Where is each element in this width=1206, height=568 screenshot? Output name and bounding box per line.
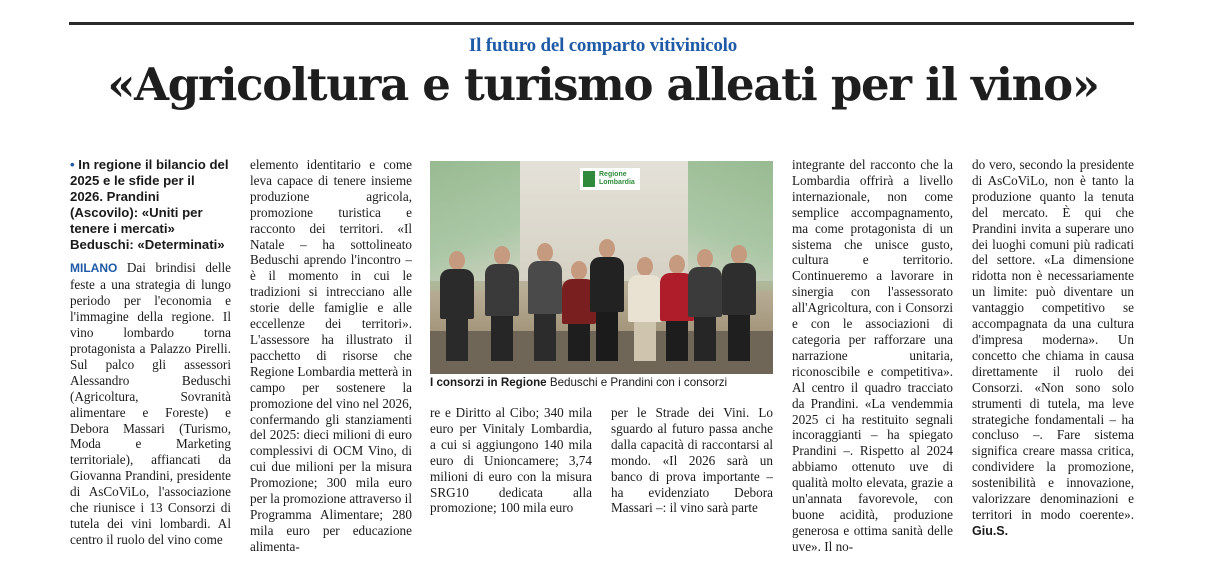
- person-head: [449, 251, 465, 270]
- person-legs: [491, 316, 513, 361]
- article-column-2: [250, 157, 412, 555]
- person-legs: [446, 319, 468, 361]
- article-photo: [430, 161, 773, 374]
- article-summary: [70, 157, 231, 252]
- person-legs: [634, 322, 656, 361]
- person-body: [688, 267, 722, 317]
- person-body: [440, 269, 474, 319]
- logo-text: Regione Lombardia: [599, 171, 635, 186]
- summary-bullet: •: [70, 157, 75, 172]
- column-5-text: integrante del racconto che la Lombardia offrirà a livello internazionale, non come semplice accompagnamento, ma come protagonista di un sistema che unisce gusto, cultura e territorio. Continueremo a lavorare in sinergia con l'assessorato all'Agricoltura, con i Consorzi e con le associazioni di categoria per rafforzare una narrazione unitaria, riconoscibile e competitiva». Al centro il quadro tracciato da Prandini. «La vendemmia 2025 ci ha restituito segnali incoraggianti – ha spiegato Prandini –. Rispetto al 2024 abbiamo ottenuto uve di qualità molto elevata, grazie a un'annata favorevole, con buone acidità, produzione generosa e ottima sanità delle uve». Il no-: [792, 157, 953, 554]
- person-body: [485, 264, 519, 316]
- person-legs: [568, 324, 590, 361]
- column-1-body: Dai brindisi delle feste a una strategia di lungo periodo per l'economia e l'immagine della regione. Il vino lombardo torna protagonista a Palazzo Pirelli. Sul palco gli assessori Alessandro Beduschi (Agricoltura, Sovranità alimentare e Foreste) e Debora Massari (Turismo, Moda e Marketing territoriale), affiancati da Giovanna Prandini, presidente di AsCoViLo, l'associazione che riunisce i 13 Consorzi di tutela dei vini lombardi. Al centro il ruolo del vino come: [70, 260, 232, 547]
- person-head: [537, 243, 553, 262]
- article-column-3: [430, 405, 592, 516]
- person-legs: [596, 312, 618, 361]
- person-legs: [534, 314, 556, 361]
- article-column-6: [972, 157, 1134, 540]
- article-column-1: [70, 157, 231, 548]
- column-1-text: [70, 260, 231, 547]
- caption-title: I consorzi in Regione: [430, 376, 547, 389]
- person-legs: [728, 315, 750, 361]
- person-body: [628, 275, 662, 322]
- column-4-text: per le Strade dei Vini. Lo sguardo al futuro passa anche dalla capacità di raccontarsi al mondo. «Il 2026 sarà un banco di prova importante – ha evidenziato Debora Massari –: il vino sarà parte: [611, 405, 773, 516]
- dateline: MILANO: [70, 261, 118, 276]
- regione-lombardia-logo: [580, 168, 640, 190]
- caption-text: Beduschi e Prandini con i consorzi: [549, 376, 728, 389]
- person-head: [731, 245, 747, 264]
- person-head: [669, 255, 685, 274]
- column-6-text: [972, 157, 1134, 540]
- person-body: [722, 263, 756, 315]
- person-head: [697, 249, 713, 268]
- summary-text: In regione il bilancio del 2025 e le sfide per il 2026. Prandini (Ascovilo): «Uniti per tenere i mercati» Beduschi: «Determinati»: [70, 157, 229, 252]
- person-body: [528, 261, 562, 314]
- person-head: [494, 246, 510, 265]
- column-2-text: elemento identitario e come leva capace di tenere insieme produzione agricola, promozione turistica e racconto dei territori. «Il Natale – ha sottolineato Beduschi aprendo l'incontro – è il momento in cui le tradizioni si intrecciano alle storie delle famiglie e alle eccellenze dei territori». L'assessore ha illustrato il pacchetto di risorse che Regione Lombardia metterà in campo per sostenere la promozione del vino nel 2026, confermando gli stanziamenti del 2025: dieci milioni di euro complessivi di OCM Vino, di cui due milioni per la misura Promozione; 300 mila euro per la promozione attraverso il Programma Alimentare; 280 mila euro per educazione alimenta-: [250, 157, 412, 554]
- article-kicker: Il futuro del comparto vitivinicolo: [468, 35, 738, 56]
- person-head: [637, 257, 653, 276]
- lombardia-rose-icon: [583, 171, 595, 187]
- person-head: [599, 239, 615, 258]
- article-headline: «Agricoltura e turismo alleati per il vino»: [107, 58, 1099, 111]
- person-head: [571, 261, 587, 280]
- article-column-4: [611, 405, 773, 516]
- photo-caption: [430, 376, 775, 390]
- person-legs: [666, 321, 688, 361]
- column-6-body: do vero, secondo la presidente di AsCoViLo, non è tanto la produzione quanto la tenuta del mercato. È qui che Prandini invita a superare uno dei luoghi comuni più radicati del settore. «La dimensione ridotta non è necessariamente un limite: può diventare un vantaggio competitivo se accompagnata da una cultura d'impresa moderna». Un concetto che chiama in causa direttamente il ruolo dei Consorzi. «Non sono solo strumenti di tutela, ma leve strategiche fondamentali – ha concluso –. Fare sistema significa creare massa critica, condividere la promozione, sostenibilità e innovazione, valorizzare denominazioni e territori in modo coerente».: [972, 157, 1134, 522]
- top-rule: [69, 22, 1134, 25]
- article-column-5: [792, 157, 953, 555]
- person-body: [590, 257, 624, 312]
- person-legs: [694, 317, 716, 361]
- author-signature: Giu.S.: [972, 523, 1009, 538]
- column-3-text: re e Diritto al Cibo; 340 mila euro per Vinitaly Lombardia, a cui si aggiungono 140 mila euro di Unioncamere; 3,74 milioni di euro con la misura SRG10 dedicata alla promozione; 100 mila euro: [430, 405, 592, 516]
